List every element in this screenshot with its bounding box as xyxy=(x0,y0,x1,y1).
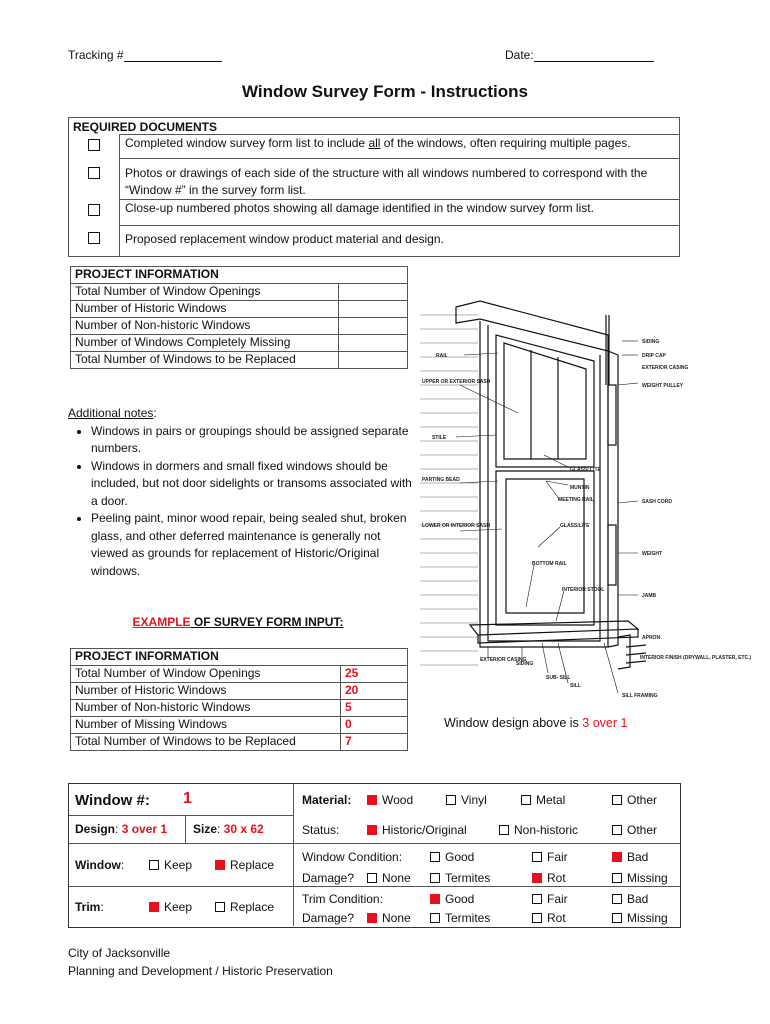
footer-line-1: City of Jacksonville xyxy=(68,946,171,960)
svg-text:SILL: SILL xyxy=(570,683,581,689)
trim-condition-good-checkbox[interactable] xyxy=(430,894,440,904)
project-info-input[interactable] xyxy=(339,335,408,352)
window-damage-label: Damage? xyxy=(302,871,355,885)
example-row-label: Number of Missing Windows xyxy=(71,717,341,734)
svg-text:SASH CORD: SASH CORD xyxy=(642,499,673,505)
trim-condition-bad-checkbox[interactable] xyxy=(612,894,622,904)
trim-keep-checkbox[interactable] xyxy=(149,902,159,912)
project-info-row: Total Number of Window Openings xyxy=(71,284,339,301)
svg-text:MEETING RAIL: MEETING RAIL xyxy=(558,497,594,503)
svg-text:STILE: STILE xyxy=(432,435,447,441)
design-note: Window design above is 3 over 1 xyxy=(444,716,628,730)
material-wood[interactable]: Wood xyxy=(367,793,413,807)
svg-text:SILL FRAMING: SILL FRAMING xyxy=(622,693,658,699)
trim-condition-fair-checkbox[interactable] xyxy=(532,894,542,904)
project-info-heading: PROJECT INFORMATION xyxy=(71,267,408,284)
svg-text:MUNTIN: MUNTIN xyxy=(570,485,590,491)
example-heading: EXAMPLE OF SURVEY FORM INPUT: xyxy=(132,615,344,629)
svg-text:LOWER OR INTERIOR SASH: LOWER OR INTERIOR SASH xyxy=(422,523,491,529)
checkbox-doc-1[interactable] xyxy=(88,139,100,151)
note-item: • Windows in dormers and small fixed windows should be included, but not door sidelights or transoms associated with a door. xyxy=(91,458,413,511)
survey-form xyxy=(68,783,681,928)
project-info-input[interactable] xyxy=(339,284,408,301)
svg-text:UPPER OR EXTERIOR SASH: UPPER OR EXTERIOR SASH xyxy=(422,379,491,385)
project-info-input[interactable] xyxy=(339,352,408,369)
svg-text:BOTTOM RAIL: BOTTOM RAIL xyxy=(532,561,567,567)
material-vinyl-checkbox[interactable] xyxy=(446,795,456,805)
window-replace-option[interactable]: Replace xyxy=(215,858,274,872)
status-other[interactable]: Other xyxy=(612,823,657,837)
checkbox-doc-4[interactable] xyxy=(88,232,100,244)
size-field: Size: 30 x 62 xyxy=(193,822,264,836)
material-wood-checkbox[interactable] xyxy=(367,795,377,805)
window-damage-termites[interactable]: Termites xyxy=(430,871,490,885)
trim-damage-rot[interactable]: Rot xyxy=(532,911,566,925)
doc-item-3: Close-up numbered photos showing all damage identified in the window survey form list. xyxy=(120,200,680,226)
svg-text:GLASS/ LITE: GLASS/ LITE xyxy=(570,467,601,473)
notes-heading: Additional notes xyxy=(68,406,154,420)
trim-row-label: Trim: xyxy=(75,900,104,914)
project-info-input[interactable] xyxy=(339,318,408,335)
material-other-checkbox[interactable] xyxy=(612,795,622,805)
window-anatomy-diagram xyxy=(418,295,752,707)
example-row-label: Number of Non-historic Windows xyxy=(71,700,341,717)
example-table-heading: PROJECT INFORMATION xyxy=(71,649,408,666)
trim-condition-good[interactable]: Good xyxy=(430,892,474,906)
project-info-row: Number of Windows Completely Missing xyxy=(71,335,339,352)
project-info-input[interactable] xyxy=(339,301,408,318)
svg-text:PARTING BEAD: PARTING BEAD xyxy=(422,477,460,483)
trim-keep-option[interactable]: Keep xyxy=(149,900,192,914)
example-row-value: 25 xyxy=(341,666,408,683)
material-other[interactable]: Other xyxy=(612,793,657,807)
note-item: • Windows in pairs or groupings should be assigned separate numbers. xyxy=(91,423,413,458)
date-blank[interactable] xyxy=(534,49,654,62)
trim-condition-fair[interactable]: Fair xyxy=(532,892,568,906)
example-row-value: 20 xyxy=(341,683,408,700)
status-historic-checkbox[interactable] xyxy=(367,825,377,835)
trim-replace-checkbox[interactable] xyxy=(215,902,225,912)
material-metal[interactable]: Metal xyxy=(521,793,565,807)
window-damage-missing[interactable]: Missing xyxy=(612,871,668,885)
status-other-checkbox[interactable] xyxy=(612,825,622,835)
status-non-historic-checkbox[interactable] xyxy=(499,825,509,835)
svg-text:WEIGHT: WEIGHT xyxy=(642,551,662,557)
date-field xyxy=(505,48,654,62)
date-label: Date: xyxy=(505,48,534,62)
material-metal-checkbox[interactable] xyxy=(521,795,531,805)
project-info-row: Number of Historic Windows xyxy=(71,301,339,318)
svg-text:EXTERIOR CASING: EXTERIOR CASING xyxy=(480,657,527,663)
window-number-value[interactable]: 1 xyxy=(183,790,192,807)
window-condition-label: Window Condition: xyxy=(302,850,403,864)
svg-text:SUB- SILL: SUB- SILL xyxy=(546,675,571,681)
doc-item-4: Proposed replacement window product material and design. xyxy=(120,226,680,257)
status-historic[interactable]: Historic/Original xyxy=(367,823,467,837)
window-number-label: Window #: xyxy=(75,792,150,809)
trim-damage-termites[interactable]: Termites xyxy=(430,911,490,925)
window-damage-missing-checkbox[interactable] xyxy=(612,873,622,883)
svg-text:JAMB: JAMB xyxy=(642,593,657,599)
trim-condition-label: Trim Condition: xyxy=(302,892,383,906)
trim-damage-termites-checkbox[interactable] xyxy=(430,913,440,923)
window-condition-fair-checkbox[interactable] xyxy=(532,852,542,862)
project-info-row: Total Number of Windows to be Replaced xyxy=(71,352,339,369)
svg-text:INTERIOR STOOL: INTERIOR STOOL xyxy=(562,587,605,593)
window-condition-good-checkbox[interactable] xyxy=(430,852,440,862)
material-label: Material: xyxy=(302,793,352,807)
footer-line-2: Planning and Development / Historic Preservation xyxy=(68,964,333,978)
svg-text:GLASS/LITE: GLASS/LITE xyxy=(560,523,590,529)
example-row-value: 0 xyxy=(341,717,408,734)
trim-damage-rot-checkbox[interactable] xyxy=(532,913,542,923)
example-row-value: 7 xyxy=(341,734,408,751)
tracking-blank[interactable] xyxy=(124,49,222,62)
trim-damage-missing-checkbox[interactable] xyxy=(612,913,622,923)
tracking-field xyxy=(68,48,222,62)
project-info-row: Number of Non-historic Windows xyxy=(71,318,339,335)
example-row-value: 5 xyxy=(341,700,408,717)
window-condition-bad[interactable]: Bad xyxy=(612,850,648,864)
trim-damage-missing[interactable]: Missing xyxy=(612,911,668,925)
example-row-label: Total Number of Window Openings xyxy=(71,666,341,683)
required-documents-heading: REQUIRED DOCUMENTS xyxy=(69,118,680,135)
svg-text:APRON: APRON xyxy=(642,635,661,641)
window-keep-option[interactable]: Keep xyxy=(149,858,192,872)
page-title: Window Survey Form - Instructions xyxy=(241,82,529,101)
required-documents-table xyxy=(68,117,680,257)
checkbox-doc-2[interactable] xyxy=(88,167,100,179)
status-non-historic[interactable]: Non-historic xyxy=(499,823,578,837)
additional-notes: Additional notes: • Windows in pairs or groupings should be assigned separate numbers. • Windows in dormers and small fixed windows should be included, but not door sidelights or transoms associated with a door. • Peeling paint, minor wood repair, being sealed shut, broken glass, and other deferred maintenance is generally not viewed as grounds for replacement of Historic/Original windows. xyxy=(68,405,413,580)
window-damage-rot-checkbox[interactable] xyxy=(532,873,542,883)
svg-text:SIDING: SIDING xyxy=(516,661,534,667)
svg-text:RAIL: RAIL xyxy=(436,353,448,359)
doc-item-1: Completed window survey form list to include all of the windows, often requiring multiple pages. xyxy=(120,135,680,159)
window-damage-none-checkbox[interactable] xyxy=(367,873,377,883)
example-row-label: Total Number of Windows to be Replaced xyxy=(71,734,341,751)
trim-damage-none[interactable]: None xyxy=(367,911,411,925)
checkbox-doc-3[interactable] xyxy=(88,204,100,216)
window-damage-rot[interactable]: Rot xyxy=(532,871,566,885)
project-info-table xyxy=(70,266,408,369)
window-condition-fair[interactable]: Fair xyxy=(532,850,568,864)
window-row-label: Window: xyxy=(75,858,125,872)
note-item: • Peeling paint, minor wood repair, being sealed shut, broken glass, and other deferred maintenance is generally not viewed as grounds for replacement of Historic/Original windows. xyxy=(91,510,413,580)
material-vinyl[interactable]: Vinyl xyxy=(446,793,487,807)
window-replace-checkbox[interactable] xyxy=(215,860,225,870)
window-condition-bad-checkbox[interactable] xyxy=(612,852,622,862)
window-damage-none[interactable]: None xyxy=(367,871,411,885)
trim-condition-bad[interactable]: Bad xyxy=(612,892,648,906)
svg-text:WEIGHT PULLEY: WEIGHT PULLEY xyxy=(642,383,684,389)
footer xyxy=(68,944,333,980)
trim-damage-none-checkbox[interactable] xyxy=(367,913,377,923)
tracking-label: Tracking # xyxy=(68,48,124,62)
status-label: Status: xyxy=(302,823,340,837)
trim-damage-label: Damage? xyxy=(302,911,355,925)
svg-text:DRIP CAP: DRIP CAP xyxy=(642,353,666,359)
example-row-label: Number of Historic Windows xyxy=(71,683,341,700)
trim-replace-option[interactable]: Replace xyxy=(215,900,274,914)
doc-item-2: Photos or drawings of each side of the structure with all windows numbered to correspond with the “Window #” in the survey form list. xyxy=(120,159,680,200)
svg-text:SIDING: SIDING xyxy=(642,339,660,345)
example-project-table xyxy=(70,648,408,751)
window-keep-checkbox[interactable] xyxy=(149,860,159,870)
svg-text:EXTERIOR CASING: EXTERIOR CASING xyxy=(642,365,689,371)
svg-text:INTERIOR FINISH (DRYWALL, PLAS: INTERIOR FINISH (DRYWALL, PLASTER, ETC.) xyxy=(640,655,752,661)
window-damage-termites-checkbox[interactable] xyxy=(430,873,440,883)
design-field: Design: 3 over 1 xyxy=(75,822,168,836)
window-condition-good[interactable]: Good xyxy=(430,850,474,864)
